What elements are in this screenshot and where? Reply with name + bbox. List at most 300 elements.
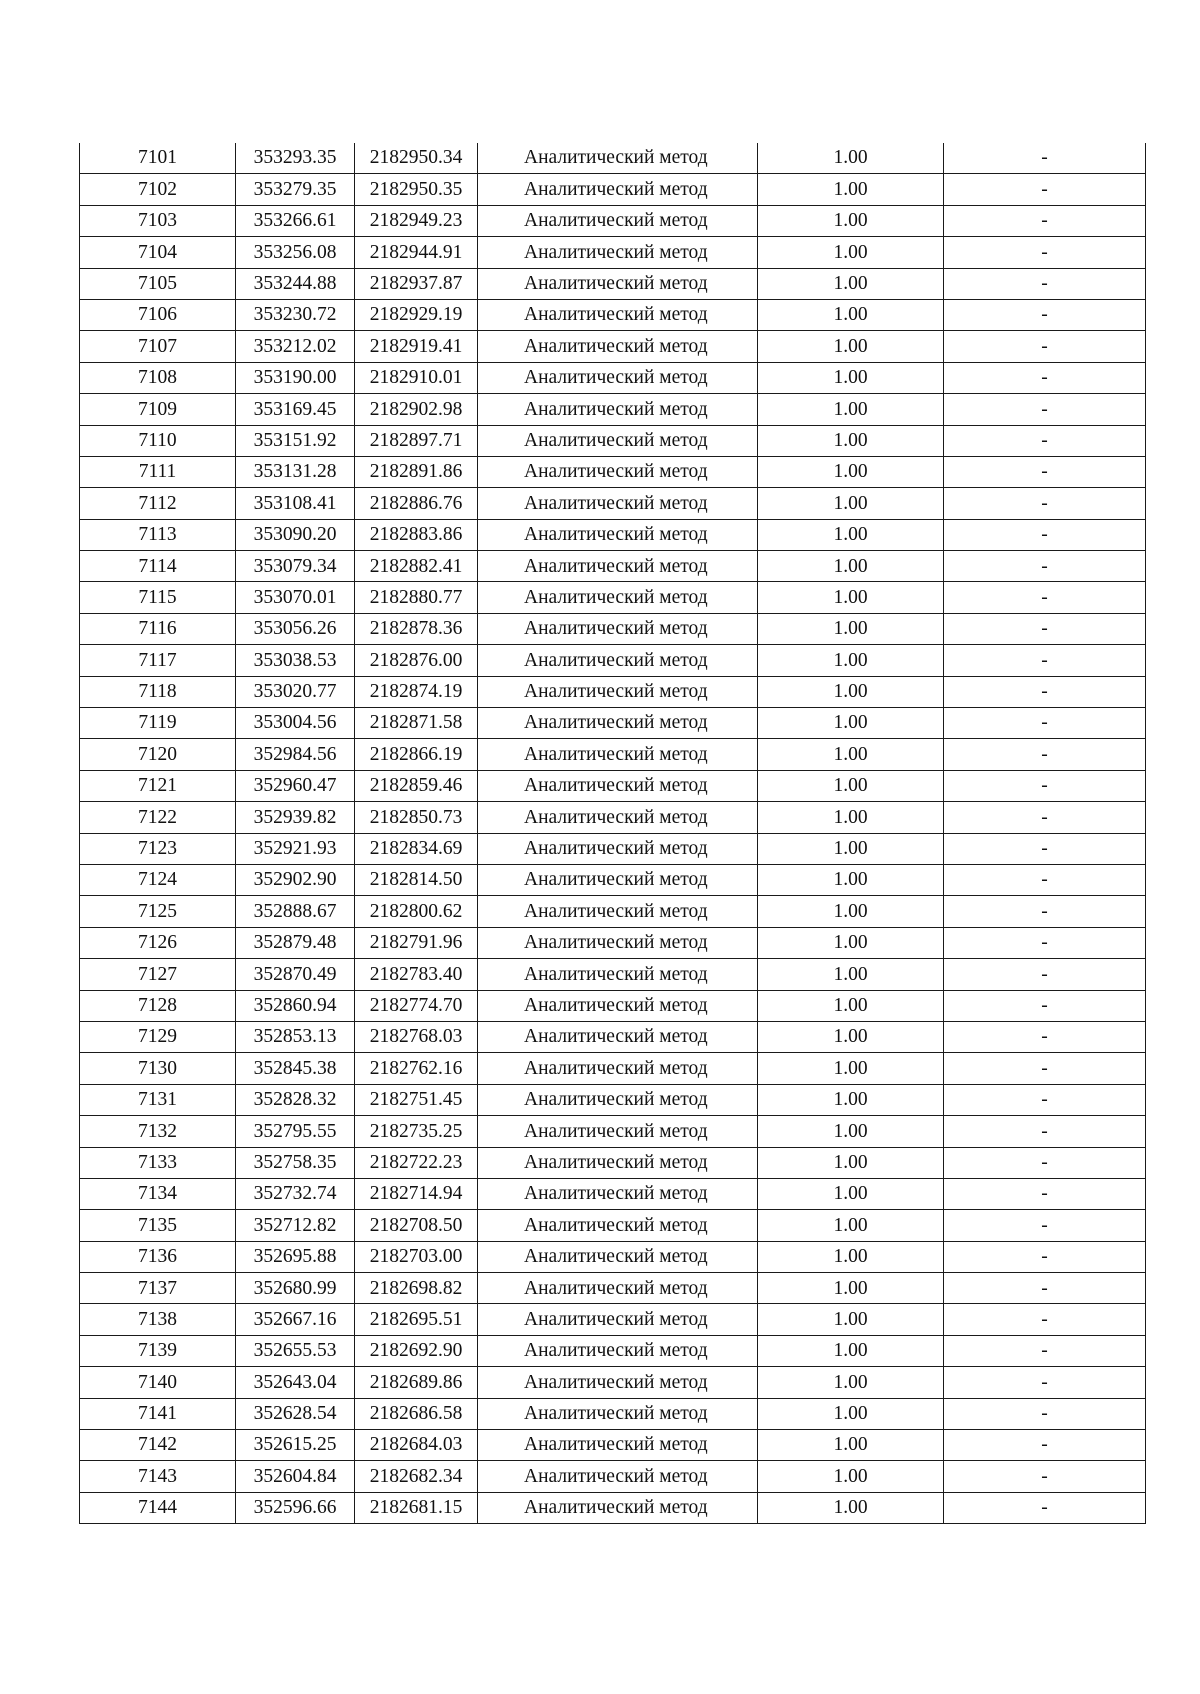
accuracy-cell: 1.00	[758, 205, 944, 236]
table-row	[80, 833, 1146, 864]
x-coordinate-cell: 352732.74	[236, 1178, 355, 1209]
x-coordinate-cell: 353131.28	[236, 456, 355, 487]
method-cell: Аналитический метод	[478, 582, 758, 613]
table-row	[80, 959, 1146, 990]
table-row	[80, 1053, 1146, 1084]
point-number-cell: 7119	[80, 708, 236, 739]
x-coordinate-cell: 352795.55	[236, 1116, 355, 1147]
note-cell: -	[944, 770, 1146, 801]
accuracy-cell: 1.00	[758, 1084, 944, 1115]
accuracy-cell: 1.00	[758, 1273, 944, 1304]
method-cell: Аналитический метод	[478, 1367, 758, 1398]
note-cell: -	[944, 1335, 1146, 1366]
note-cell: -	[944, 645, 1146, 676]
accuracy-cell: 1.00	[758, 896, 944, 927]
point-number-cell: 7109	[80, 394, 236, 425]
note-cell: -	[944, 739, 1146, 770]
x-coordinate-cell: 353056.26	[236, 613, 355, 644]
method-cell: Аналитический метод	[478, 770, 758, 801]
x-coordinate-cell: 353244.88	[236, 268, 355, 299]
note-cell: -	[944, 1273, 1146, 1304]
point-number-cell: 7133	[80, 1147, 236, 1178]
note-cell: -	[944, 425, 1146, 456]
note-cell: -	[944, 864, 1146, 895]
y-coordinate-cell: 2182886.76	[355, 488, 478, 519]
note-cell: -	[944, 582, 1146, 613]
point-number-cell: 7124	[80, 864, 236, 895]
table-row	[80, 990, 1146, 1021]
note-cell: -	[944, 833, 1146, 864]
x-coordinate-cell: 352860.94	[236, 990, 355, 1021]
y-coordinate-cell: 2182684.03	[355, 1430, 478, 1461]
y-coordinate-cell: 2182876.00	[355, 645, 478, 676]
note-cell: -	[944, 1084, 1146, 1115]
note-cell: -	[944, 1398, 1146, 1429]
point-number-cell: 7102	[80, 174, 236, 205]
x-coordinate-cell: 353004.56	[236, 708, 355, 739]
x-coordinate-cell: 352828.32	[236, 1084, 355, 1115]
point-number-cell: 7104	[80, 237, 236, 268]
note-cell: -	[944, 1210, 1146, 1241]
accuracy-cell: 1.00	[758, 1116, 944, 1147]
x-coordinate-cell: 352758.35	[236, 1147, 355, 1178]
y-coordinate-cell: 2182791.96	[355, 927, 478, 958]
y-coordinate-cell: 2182880.77	[355, 582, 478, 613]
point-number-cell: 7128	[80, 990, 236, 1021]
x-coordinate-cell: 353256.08	[236, 237, 355, 268]
accuracy-cell: 1.00	[758, 425, 944, 456]
note-cell: -	[944, 1492, 1146, 1523]
accuracy-cell: 1.00	[758, 174, 944, 205]
table-row	[80, 802, 1146, 833]
point-number-cell: 7117	[80, 645, 236, 676]
point-number-cell: 7130	[80, 1053, 236, 1084]
table-row	[80, 143, 1146, 174]
method-cell: Аналитический метод	[478, 519, 758, 550]
y-coordinate-cell: 2182800.62	[355, 896, 478, 927]
table-row	[80, 708, 1146, 739]
note-cell: -	[944, 896, 1146, 927]
x-coordinate-cell: 352695.88	[236, 1241, 355, 1272]
method-cell: Аналитический метод	[478, 645, 758, 676]
y-coordinate-cell: 2182695.51	[355, 1304, 478, 1335]
table-row	[80, 1178, 1146, 1209]
table-row	[80, 456, 1146, 487]
point-number-cell: 7131	[80, 1084, 236, 1115]
point-number-cell: 7111	[80, 456, 236, 487]
accuracy-cell: 1.00	[758, 990, 944, 1021]
accuracy-cell: 1.00	[758, 1367, 944, 1398]
method-cell: Аналитический метод	[478, 927, 758, 958]
y-coordinate-cell: 2182902.98	[355, 394, 478, 425]
method-cell: Аналитический метод	[478, 1461, 758, 1492]
table-row	[80, 1147, 1146, 1178]
y-coordinate-cell: 2182708.50	[355, 1210, 478, 1241]
table-row	[80, 1398, 1146, 1429]
note-cell: -	[944, 1241, 1146, 1272]
x-coordinate-cell: 352628.54	[236, 1398, 355, 1429]
point-number-cell: 7121	[80, 770, 236, 801]
table-row	[80, 394, 1146, 425]
table-row	[80, 519, 1146, 550]
x-coordinate-cell: 352680.99	[236, 1273, 355, 1304]
note-cell: -	[944, 362, 1146, 393]
point-number-cell: 7120	[80, 739, 236, 770]
method-cell: Аналитический метод	[478, 331, 758, 362]
method-cell: Аналитический метод	[478, 299, 758, 330]
point-number-cell: 7110	[80, 425, 236, 456]
method-cell: Аналитический метод	[478, 362, 758, 393]
method-cell: Аналитический метод	[478, 1430, 758, 1461]
method-cell: Аналитический метод	[478, 739, 758, 770]
note-cell: -	[944, 1021, 1146, 1052]
method-cell: Аналитический метод	[478, 864, 758, 895]
point-number-cell: 7107	[80, 331, 236, 362]
method-cell: Аналитический метод	[478, 143, 758, 174]
table-row	[80, 770, 1146, 801]
table-row	[80, 613, 1146, 644]
point-number-cell: 7122	[80, 802, 236, 833]
accuracy-cell: 1.00	[758, 1430, 944, 1461]
y-coordinate-cell: 2182897.71	[355, 425, 478, 456]
method-cell: Аналитический метод	[478, 1147, 758, 1178]
accuracy-cell: 1.00	[758, 802, 944, 833]
y-coordinate-cell: 2182735.25	[355, 1116, 478, 1147]
method-cell: Аналитический метод	[478, 1053, 758, 1084]
table-row	[80, 864, 1146, 895]
x-coordinate-cell: 353090.20	[236, 519, 355, 550]
note-cell: -	[944, 268, 1146, 299]
table-row	[80, 268, 1146, 299]
x-coordinate-cell: 352960.47	[236, 770, 355, 801]
accuracy-cell: 1.00	[758, 708, 944, 739]
table-row	[80, 1461, 1146, 1492]
method-cell: Аналитический метод	[478, 1273, 758, 1304]
y-coordinate-cell: 2182950.35	[355, 174, 478, 205]
method-cell: Аналитический метод	[478, 551, 758, 582]
y-coordinate-cell: 2182814.50	[355, 864, 478, 895]
table-row	[80, 676, 1146, 707]
method-cell: Аналитический метод	[478, 676, 758, 707]
y-coordinate-cell: 2182692.90	[355, 1335, 478, 1366]
point-number-cell: 7135	[80, 1210, 236, 1241]
method-cell: Аналитический метод	[478, 1021, 758, 1052]
accuracy-cell: 1.00	[758, 1147, 944, 1178]
accuracy-cell: 1.00	[758, 1053, 944, 1084]
x-coordinate-cell: 352939.82	[236, 802, 355, 833]
table-row	[80, 1304, 1146, 1335]
accuracy-cell: 1.00	[758, 456, 944, 487]
y-coordinate-cell: 2182950.34	[355, 143, 478, 174]
method-cell: Аналитический метод	[478, 237, 758, 268]
y-coordinate-cell: 2182686.58	[355, 1398, 478, 1429]
x-coordinate-cell: 353190.00	[236, 362, 355, 393]
x-coordinate-cell: 352845.38	[236, 1053, 355, 1084]
y-coordinate-cell: 2182937.87	[355, 268, 478, 299]
x-coordinate-cell: 352984.56	[236, 739, 355, 770]
point-number-cell: 7123	[80, 833, 236, 864]
accuracy-cell: 1.00	[758, 394, 944, 425]
y-coordinate-cell: 2182722.23	[355, 1147, 478, 1178]
note-cell: -	[944, 174, 1146, 205]
x-coordinate-cell: 352596.66	[236, 1492, 355, 1523]
y-coordinate-cell: 2182689.86	[355, 1367, 478, 1398]
note-cell: -	[944, 1053, 1146, 1084]
table-row	[80, 488, 1146, 519]
y-coordinate-cell: 2182910.01	[355, 362, 478, 393]
y-coordinate-cell: 2182878.36	[355, 613, 478, 644]
table-row	[80, 362, 1146, 393]
x-coordinate-cell: 353279.35	[236, 174, 355, 205]
table-row	[80, 205, 1146, 236]
point-number-cell: 7144	[80, 1492, 236, 1523]
y-coordinate-cell: 2182859.46	[355, 770, 478, 801]
x-coordinate-cell: 352879.48	[236, 927, 355, 958]
x-coordinate-cell: 352888.67	[236, 896, 355, 927]
note-cell: -	[944, 1304, 1146, 1335]
point-number-cell: 7139	[80, 1335, 236, 1366]
point-number-cell: 7108	[80, 362, 236, 393]
y-coordinate-cell: 2182714.94	[355, 1178, 478, 1209]
note-cell: -	[944, 331, 1146, 362]
accuracy-cell: 1.00	[758, 613, 944, 644]
point-number-cell: 7136	[80, 1241, 236, 1272]
table-row	[80, 237, 1146, 268]
accuracy-cell: 1.00	[758, 770, 944, 801]
method-cell: Аналитический метод	[478, 394, 758, 425]
accuracy-cell: 1.00	[758, 959, 944, 990]
x-coordinate-cell: 352655.53	[236, 1335, 355, 1366]
method-cell: Аналитический метод	[478, 896, 758, 927]
point-number-cell: 7127	[80, 959, 236, 990]
table-row	[80, 1021, 1146, 1052]
x-coordinate-cell: 352604.84	[236, 1461, 355, 1492]
note-cell: -	[944, 1461, 1146, 1492]
x-coordinate-cell: 353266.61	[236, 205, 355, 236]
x-coordinate-cell: 352643.04	[236, 1367, 355, 1398]
accuracy-cell: 1.00	[758, 331, 944, 362]
table-row	[80, 1116, 1146, 1147]
accuracy-cell: 1.00	[758, 362, 944, 393]
y-coordinate-cell: 2182919.41	[355, 331, 478, 362]
method-cell: Аналитический метод	[478, 1241, 758, 1272]
method-cell: Аналитический метод	[478, 1178, 758, 1209]
x-coordinate-cell: 353151.92	[236, 425, 355, 456]
coordinates-table	[79, 143, 1146, 1524]
y-coordinate-cell: 2182871.58	[355, 708, 478, 739]
method-cell: Аналитический метод	[478, 959, 758, 990]
note-cell: -	[944, 613, 1146, 644]
point-number-cell: 7138	[80, 1304, 236, 1335]
accuracy-cell: 1.00	[758, 927, 944, 958]
note-cell: -	[944, 927, 1146, 958]
point-number-cell: 7101	[80, 143, 236, 174]
note-cell: -	[944, 1430, 1146, 1461]
accuracy-cell: 1.00	[758, 864, 944, 895]
table-row	[80, 331, 1146, 362]
accuracy-cell: 1.00	[758, 1492, 944, 1523]
method-cell: Аналитический метод	[478, 268, 758, 299]
point-number-cell: 7129	[80, 1021, 236, 1052]
accuracy-cell: 1.00	[758, 237, 944, 268]
point-number-cell: 7125	[80, 896, 236, 927]
method-cell: Аналитический метод	[478, 1398, 758, 1429]
method-cell: Аналитический метод	[478, 708, 758, 739]
table-row	[80, 299, 1146, 330]
y-coordinate-cell: 2182703.00	[355, 1241, 478, 1272]
method-cell: Аналитический метод	[478, 425, 758, 456]
point-number-cell: 7143	[80, 1461, 236, 1492]
y-coordinate-cell: 2182882.41	[355, 551, 478, 582]
y-coordinate-cell: 2182682.34	[355, 1461, 478, 1492]
accuracy-cell: 1.00	[758, 1304, 944, 1335]
accuracy-cell: 1.00	[758, 488, 944, 519]
table-row	[80, 425, 1146, 456]
x-coordinate-cell: 352902.90	[236, 864, 355, 895]
y-coordinate-cell: 2182774.70	[355, 990, 478, 1021]
point-number-cell: 7118	[80, 676, 236, 707]
accuracy-cell: 1.00	[758, 551, 944, 582]
y-coordinate-cell: 2182866.19	[355, 739, 478, 770]
table-row	[80, 927, 1146, 958]
y-coordinate-cell: 2182891.86	[355, 456, 478, 487]
note-cell: -	[944, 394, 1146, 425]
method-cell: Аналитический метод	[478, 613, 758, 644]
table-row	[80, 174, 1146, 205]
note-cell: -	[944, 802, 1146, 833]
x-coordinate-cell: 352667.16	[236, 1304, 355, 1335]
note-cell: -	[944, 456, 1146, 487]
table-row	[80, 1367, 1146, 1398]
y-coordinate-cell: 2182681.15	[355, 1492, 478, 1523]
method-cell: Аналитический метод	[478, 1210, 758, 1241]
accuracy-cell: 1.00	[758, 1241, 944, 1272]
y-coordinate-cell: 2182949.23	[355, 205, 478, 236]
point-number-cell: 7132	[80, 1116, 236, 1147]
note-cell: -	[944, 1147, 1146, 1178]
point-number-cell: 7116	[80, 613, 236, 644]
point-number-cell: 7114	[80, 551, 236, 582]
method-cell: Аналитический метод	[478, 1304, 758, 1335]
note-cell: -	[944, 143, 1146, 174]
note-cell: -	[944, 205, 1146, 236]
method-cell: Аналитический метод	[478, 833, 758, 864]
accuracy-cell: 1.00	[758, 268, 944, 299]
note-cell: -	[944, 237, 1146, 268]
table-row	[80, 1430, 1146, 1461]
x-coordinate-cell: 352870.49	[236, 959, 355, 990]
note-cell: -	[944, 990, 1146, 1021]
accuracy-cell: 1.00	[758, 582, 944, 613]
y-coordinate-cell: 2182850.73	[355, 802, 478, 833]
x-coordinate-cell: 353079.34	[236, 551, 355, 582]
point-number-cell: 7142	[80, 1430, 236, 1461]
x-coordinate-cell: 353230.72	[236, 299, 355, 330]
note-cell: -	[944, 519, 1146, 550]
method-cell: Аналитический метод	[478, 174, 758, 205]
accuracy-cell: 1.00	[758, 1398, 944, 1429]
y-coordinate-cell: 2182874.19	[355, 676, 478, 707]
accuracy-cell: 1.00	[758, 1210, 944, 1241]
point-number-cell: 7112	[80, 488, 236, 519]
note-cell: -	[944, 676, 1146, 707]
y-coordinate-cell: 2182834.69	[355, 833, 478, 864]
table-row	[80, 1210, 1146, 1241]
method-cell: Аналитический метод	[478, 488, 758, 519]
accuracy-cell: 1.00	[758, 519, 944, 550]
table-row	[80, 1492, 1146, 1523]
point-number-cell: 7137	[80, 1273, 236, 1304]
y-coordinate-cell: 2182929.19	[355, 299, 478, 330]
y-coordinate-cell: 2182783.40	[355, 959, 478, 990]
note-cell: -	[944, 1116, 1146, 1147]
note-cell: -	[944, 299, 1146, 330]
accuracy-cell: 1.00	[758, 1178, 944, 1209]
note-cell: -	[944, 1367, 1146, 1398]
y-coordinate-cell: 2182698.82	[355, 1273, 478, 1304]
method-cell: Аналитический метод	[478, 1492, 758, 1523]
point-number-cell: 7140	[80, 1367, 236, 1398]
x-coordinate-cell: 352921.93	[236, 833, 355, 864]
x-coordinate-cell: 353108.41	[236, 488, 355, 519]
x-coordinate-cell: 352615.25	[236, 1430, 355, 1461]
point-number-cell: 7141	[80, 1398, 236, 1429]
table-row	[80, 896, 1146, 927]
x-coordinate-cell: 352853.13	[236, 1021, 355, 1052]
accuracy-cell: 1.00	[758, 739, 944, 770]
table-row	[80, 1241, 1146, 1272]
accuracy-cell: 1.00	[758, 1335, 944, 1366]
point-number-cell: 7103	[80, 205, 236, 236]
x-coordinate-cell: 353038.53	[236, 645, 355, 676]
accuracy-cell: 1.00	[758, 299, 944, 330]
method-cell: Аналитический метод	[478, 1084, 758, 1115]
accuracy-cell: 1.00	[758, 1021, 944, 1052]
accuracy-cell: 1.00	[758, 1461, 944, 1492]
method-cell: Аналитический метод	[478, 990, 758, 1021]
method-cell: Аналитический метод	[478, 205, 758, 236]
accuracy-cell: 1.00	[758, 143, 944, 174]
y-coordinate-cell: 2182883.86	[355, 519, 478, 550]
accuracy-cell: 1.00	[758, 676, 944, 707]
method-cell: Аналитический метод	[478, 802, 758, 833]
table-row	[80, 1084, 1146, 1115]
table-row	[80, 1273, 1146, 1304]
note-cell: -	[944, 708, 1146, 739]
method-cell: Аналитический метод	[478, 456, 758, 487]
x-coordinate-cell: 352712.82	[236, 1210, 355, 1241]
point-number-cell: 7126	[80, 927, 236, 958]
y-coordinate-cell: 2182944.91	[355, 237, 478, 268]
y-coordinate-cell: 2182768.03	[355, 1021, 478, 1052]
table-row	[80, 582, 1146, 613]
note-cell: -	[944, 488, 1146, 519]
y-coordinate-cell: 2182751.45	[355, 1084, 478, 1115]
point-number-cell: 7113	[80, 519, 236, 550]
method-cell: Аналитический метод	[478, 1116, 758, 1147]
y-coordinate-cell: 2182762.16	[355, 1053, 478, 1084]
note-cell: -	[944, 551, 1146, 582]
x-coordinate-cell: 353169.45	[236, 394, 355, 425]
note-cell: -	[944, 959, 1146, 990]
point-number-cell: 7134	[80, 1178, 236, 1209]
table-row	[80, 739, 1146, 770]
table-row	[80, 1335, 1146, 1366]
x-coordinate-cell: 353293.35	[236, 143, 355, 174]
x-coordinate-cell: 353212.02	[236, 331, 355, 362]
method-cell: Аналитический метод	[478, 1335, 758, 1366]
point-number-cell: 7115	[80, 582, 236, 613]
